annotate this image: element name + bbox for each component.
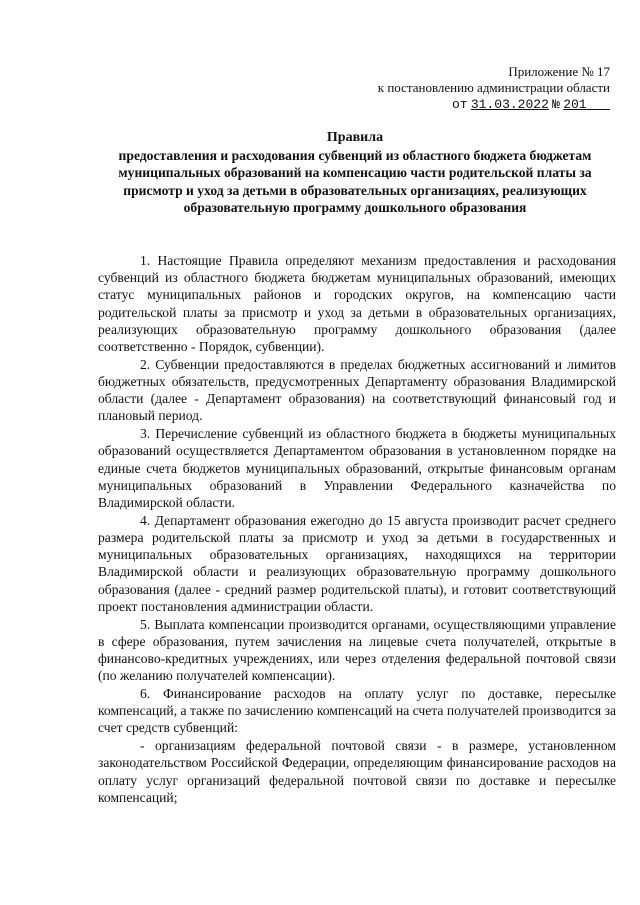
resolution-date-line bbox=[378, 96, 610, 113]
paragraph: 1. Настоящие Правила определяют механизм предоставления и расходования субвенций из областного бюджета бюджетам муниципальных образований, имеющих статус муниципальных районов и городских округов, на компенсацию части родительской платы за присмотр и уход за детьми в образовательных организациях, реализующих образовательную программу дошкольного образования (далее соответственно - Порядок, субвенции). bbox=[98, 253, 616, 355]
title-heading: Правила bbox=[326, 130, 384, 145]
appendix-label: Приложение № 17 bbox=[508, 64, 610, 79]
document-title bbox=[95, 129, 615, 217]
paragraph: - организациям федеральной почтовой связи - в размере, установленном законодательством Российской Федерации, определяющим финансирование расходов на оплату услуг организаций федеральной почтовой связи по доставке и пересылке компенсаций; bbox=[98, 738, 616, 805]
resolution-number: 201 bbox=[563, 97, 587, 112]
appendix-header bbox=[378, 64, 610, 113]
paragraph: 5. Выплата компенсации производится органами, осуществляющими управление в сфере образования, путем зачисления на лицевые счета получателей, открытые в финансово-кредитных учреждениях, или через отделения федеральной почтовой связи (по желанию получателей компенсации). bbox=[98, 616, 616, 684]
resolution-date: 31.03.2022 bbox=[470, 97, 549, 112]
date-prefix: от bbox=[452, 97, 468, 112]
paragraph: 3. Перечисление субвенций из областного бюджета в бюджеты муниципальных образований осуществляется Департаментом образования в установленном порядке на единые счета бюджетов муниципальных образований, открытые финансовым органам муниципальных образований в Управлении Федерального казначейства по Владимирской области. bbox=[98, 426, 616, 511]
paragraph: 6. Финансирование расходов на оплату услуг по доставке, пересылке компенсаций, а также по зачислению компенсаций на счета получателей производится за счет средств субвенций: bbox=[98, 686, 616, 736]
number-prefix: № bbox=[552, 97, 560, 112]
document-body bbox=[98, 252, 616, 806]
paragraph: 2. Субвенции предоставляются в пределах бюджетных ассигнований и лимитов бюджетных обязательств, предусмотренных Департаменту образования Владимирской области (далее - Департамент образования) на соответствующий финансовый год и плановый период. bbox=[98, 356, 616, 424]
paragraph: 4. Департамент образования ежегодно до 15 августа производит расчет среднего размера родительской платы за присмотр и уход за детьми в государственных и муниципальных образовательных организациях, находящихся на территории Владимирской области и реализующих образовательную программу дошкольного образования (далее - средний размер родительской платы), и готовит соответствующий проект постановления администрации области. bbox=[98, 512, 616, 614]
resolution-reference: к постановлению администрации области bbox=[377, 80, 610, 95]
title-subtitle: предоставления и расходования субвенций из областного бюджета бюджетам муниципальных образований на компенсацию части родительской платы за присмотр и уход за детьми в образовательных организациях, реализующих образовательную программу дошкольного образования bbox=[118, 147, 592, 215]
